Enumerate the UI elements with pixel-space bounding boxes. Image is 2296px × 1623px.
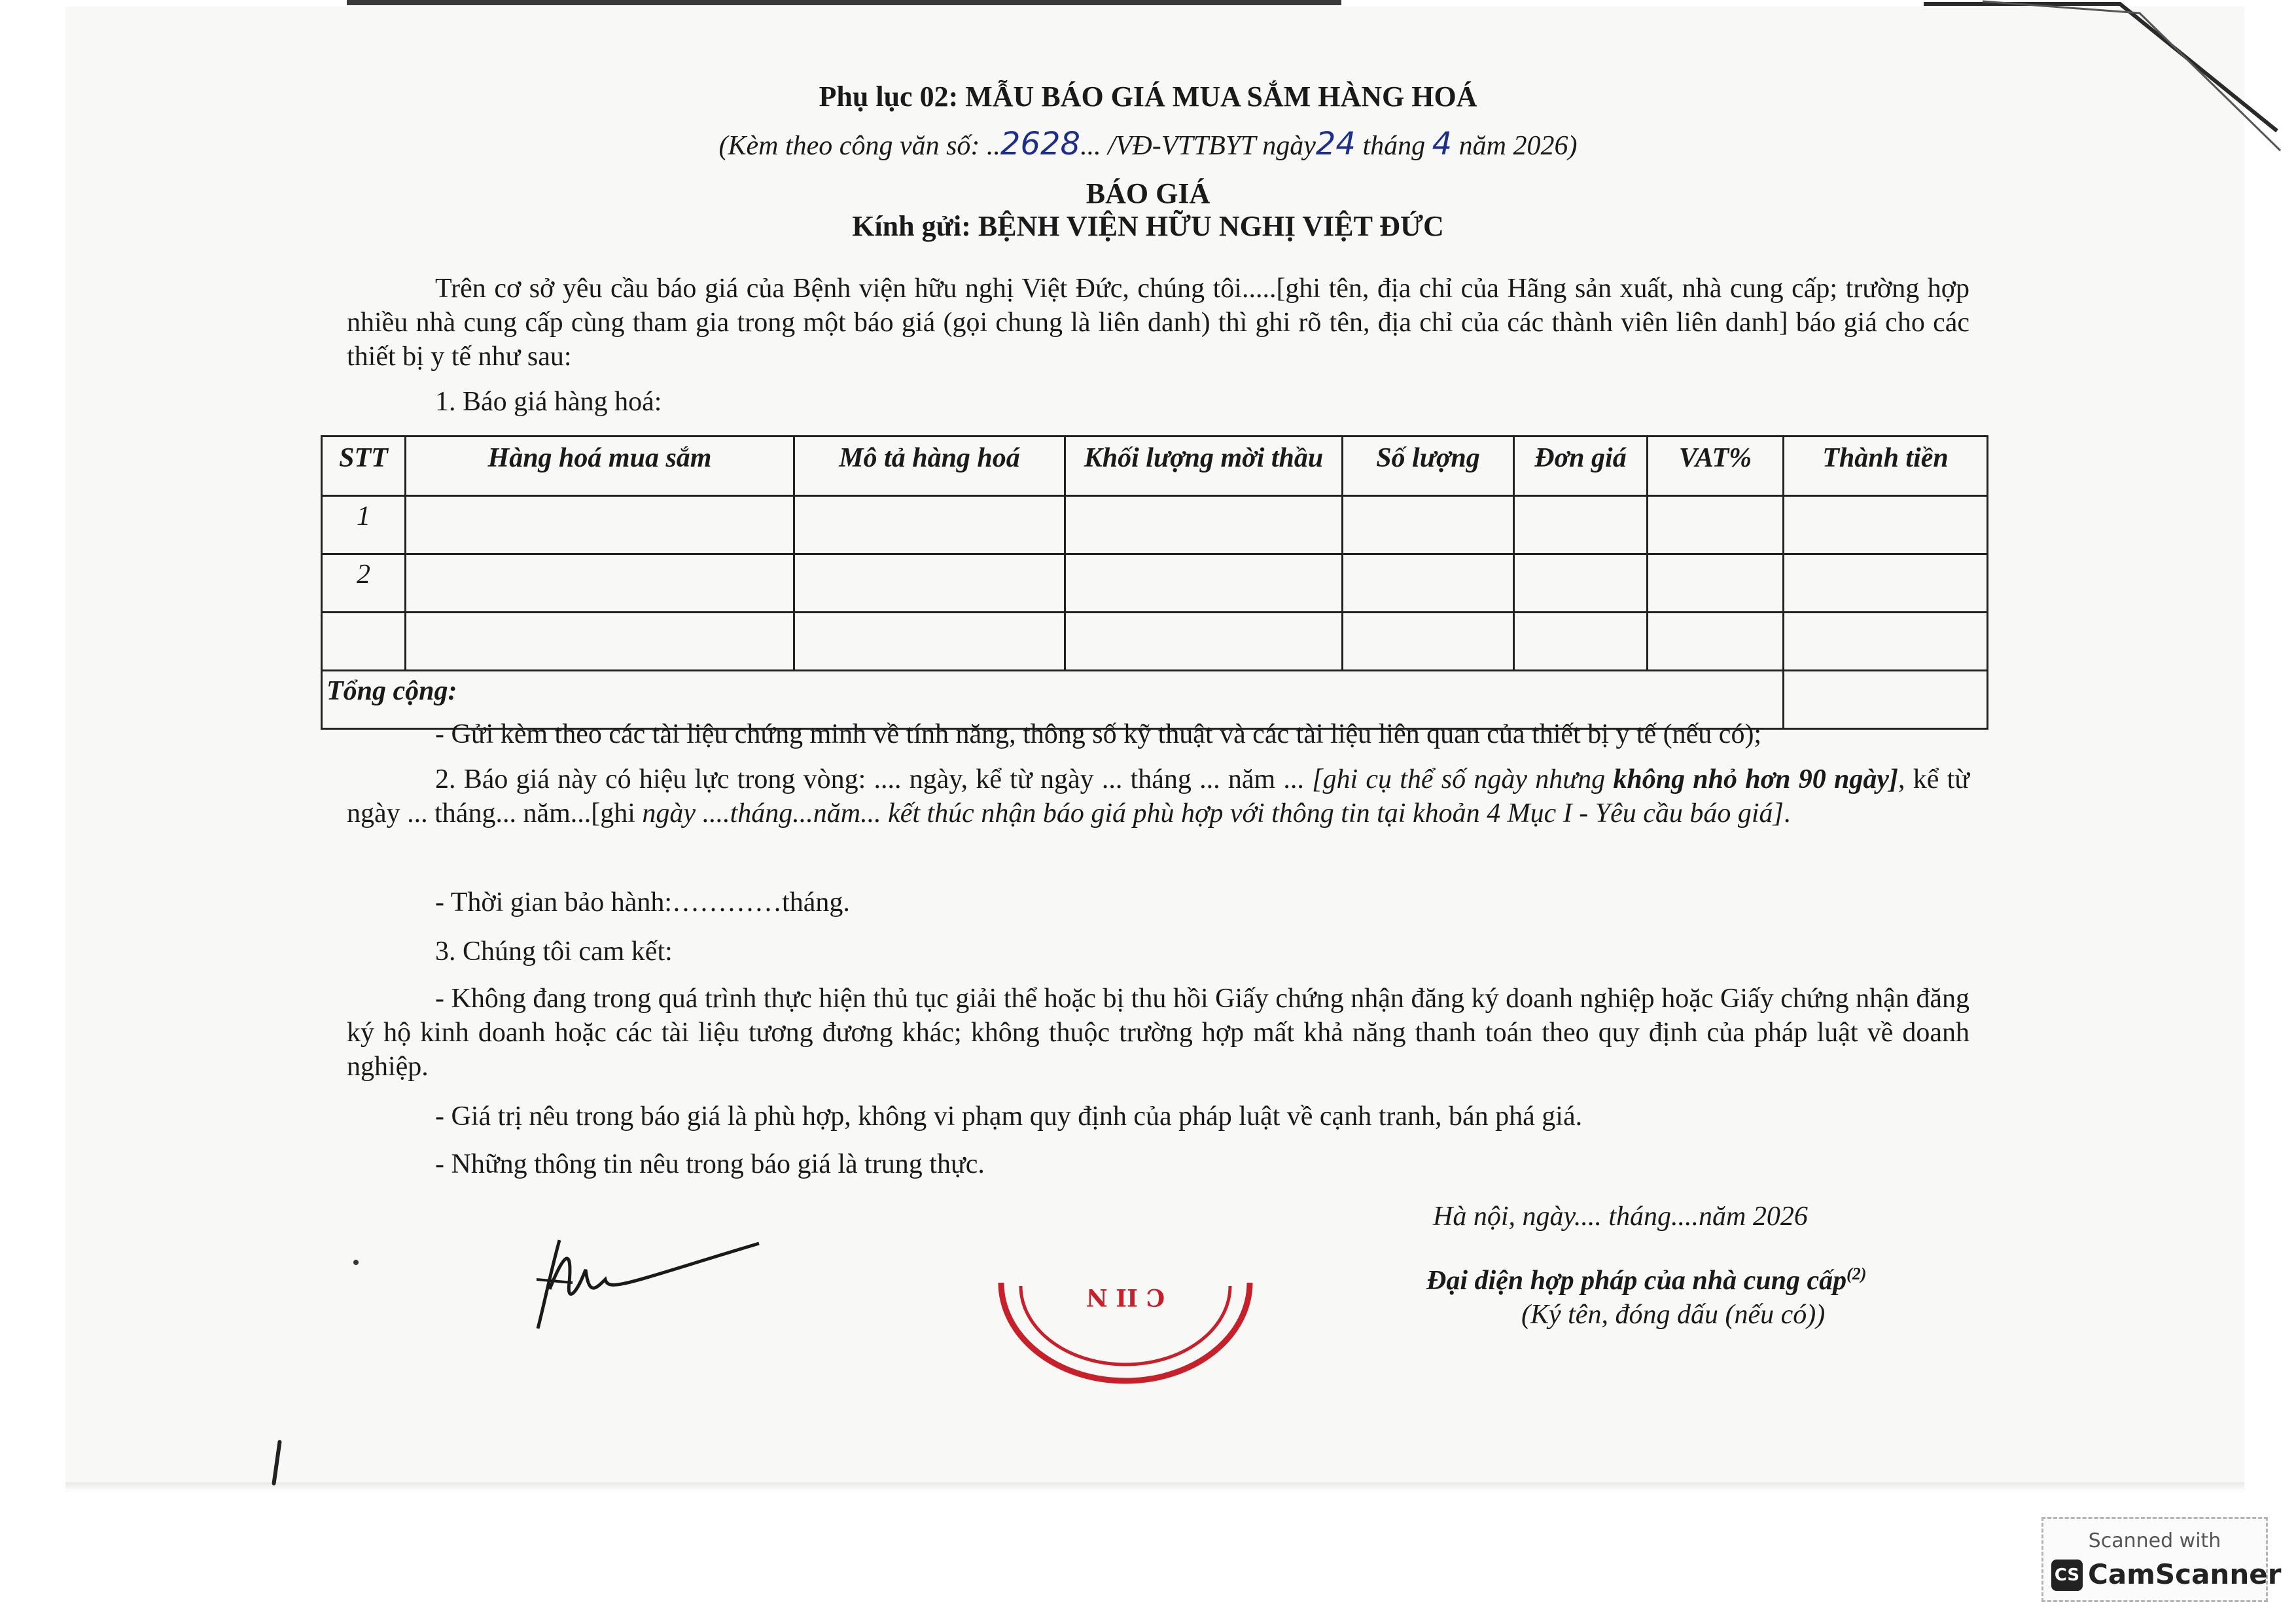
camscanner-logo-icon: CS [2051,1560,2083,1591]
speck [353,1260,359,1265]
scan-edge-bar [347,0,1341,5]
red-stamp [995,1276,1256,1394]
watermark-brand: CamScanner [2088,1558,2282,1590]
watermark-caption: Scanned with [2088,1529,2221,1552]
validity-text: 2. Báo giá này có hiệu lực trong vòng: .... ngày, kể từ ngày ... tháng ... năm ... [435,764,1313,794]
validity-start: , kể từ ngày ... tháng... năm...[ghi [347,764,1970,829]
section-3-title: 3. Chúng tôi cam kết: [435,936,673,967]
reference-middle: ... /VĐ-VTTBYT ngày [1080,131,1316,161]
table-row [322,554,1988,613]
table-header-row [322,437,1988,496]
recipient-line: Kính gửi: BỆNH VIỆN HỮU NGHỊ VIỆT ĐỨC [852,210,1444,242]
column-header: Đơn giá [1514,437,1648,496]
validity-end-note: ngày ....tháng...năm... kết thúc nhận báo giá phù hợp với thông tin tại khoản 4 Mục I - Yêu cầu báo giá] [642,798,1784,829]
commitment-1: - Không đang trong quá trình thực hiện thủ tục giải thể hoặc bị thu hồi Giấy chứng nhận đăng ký doanh nghiệp hoặc Giấy chứng nhận đăng ký hộ kinh doanh hoặc các tài liệu tương đương khác; không thuộc trường hợp mất khả năng thanh toán theo quy định của pháp luật về doanh nghiệp. [347,984,1969,1082]
table-row [322,613,1988,671]
column-header: Hàng hoá mua sắm [406,437,794,496]
column-header: Số lượng [1343,437,1514,496]
commitment-3: - Những thông tin nêu trong báo giá là trung thực. [435,1149,985,1179]
commitment-2: - Giá trị nêu trong báo giá là phù hợp, không vi phạm quy định của pháp luật về cạnh tranh, bán phá giá. [435,1101,1583,1132]
page-shadow [65,1482,2244,1491]
reference-line [0,126,2296,162]
reference-prefix: (Kèm theo công văn số: .. [718,131,1000,161]
annex-title: Phụ lục 02: MẪU BÁO GIÁ MUA SẮM HÀNG HOÁ [819,80,1477,113]
row-number: 1 [322,496,406,554]
section-1-title: 1. Báo giá hàng hoá: [435,387,662,417]
validity-note: [ghi cụ thể số ngày nhưng [1312,764,1614,794]
column-header: Thành tiền [1784,437,1988,496]
reference-suffix: năm 2026) [1452,131,1578,161]
intro-paragraph: Trên cơ sở yêu cầu báo giá của Bệnh viện hữu nghị Việt Đức, chúng tôi.....[ghi tên, địa chỉ của Hãng sản xuất, nhà cung cấp; trường hợp nhiều nhà cung cấp cùng tham gia trong một báo giá (gọi chung là liên danh) thì ghi rõ tên, địa chỉ của các thành viên liên danh] báo giá cho các thiết bị y tế như sau: [347,274,1969,372]
attachment-note: - Gửi kèm theo các tài liệu chứng minh về tính năng, thông số kỹ thuật và các tài liệu liên quan của thiết bị y tế (nếu có); [435,719,1762,749]
place-date-line: Hà nội, ngày.... tháng....năm 2026 [1433,1202,1808,1232]
quotation-table [321,435,1988,730]
validity-period: . [1783,798,1791,829]
row-number [322,613,406,671]
row-number: 2 [322,554,406,613]
reference-month-label: tháng [1355,131,1432,161]
handwritten-month: 4 [1432,126,1453,162]
sign-note: (Ký tên, đóng dấu (nếu có)) [1521,1300,1826,1330]
footnote-mark: (2) [1846,1264,1867,1283]
document-title: BÁO GIÁ [1086,177,1210,209]
handwritten-ref-number: 2628 [1000,126,1081,162]
validity-minimum: không nhỏ hơn 90 ngày] [1613,764,1898,794]
representative-title [1426,1264,1866,1296]
stamp-text: C II N [1086,1283,1165,1311]
total-label: Tổng cộng: [322,671,1784,729]
representative-label: Đại diện hợp pháp của nhà cung cấp [1426,1266,1847,1296]
handwritten-day: 24 [1315,126,1356,162]
section-2-paragraph [347,762,1969,830]
column-header: STT [322,437,406,496]
column-header: Khối lượng mời thầu [1065,437,1343,496]
total-value [1784,671,1988,729]
column-header: VAT% [1648,437,1784,496]
warranty-line: - Thời gian bảo hành:…………tháng. [435,887,850,918]
column-header: Mô tả hàng hoá [794,437,1065,496]
table-row [322,496,1988,554]
camscanner-watermark [2041,1517,2282,1602]
handwritten-signature [523,1217,772,1335]
